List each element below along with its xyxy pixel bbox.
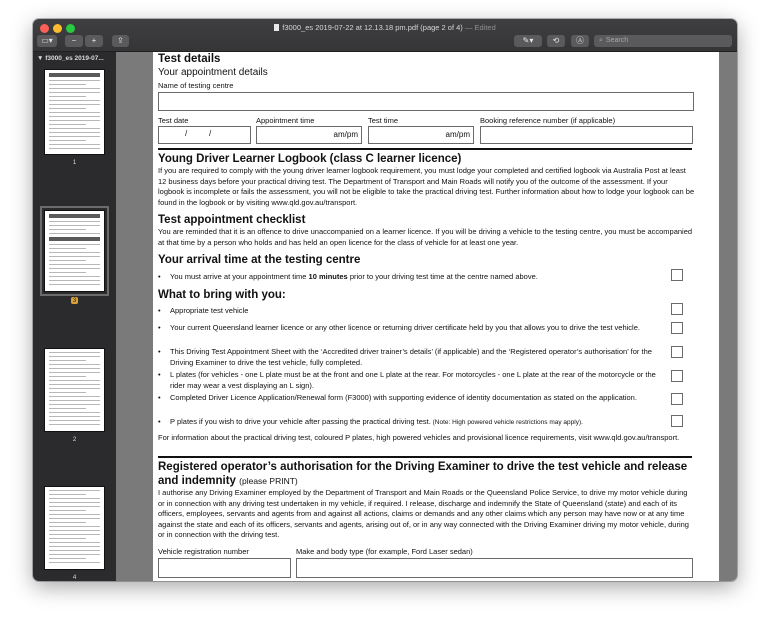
page-thumbnail-selected[interactable] [44, 210, 105, 292]
testing-centre-input[interactable] [158, 92, 694, 111]
markup-pen-button[interactable]: ✎▾ [514, 35, 542, 47]
page-thumbnail[interactable] [44, 348, 105, 432]
bring-list-item: • Completed Driver Licence Application/Renewal form (F3000) with supporting evidence of identity documentation as stated on the application. [158, 393, 637, 402]
booking-ref-label: Booking reference number (if applicable) [480, 116, 616, 125]
zoom-out-button[interactable]: − [65, 35, 83, 47]
info-paragraph: For information about the practical driving test, coloured P plates, high powered vehicles and provisional licence requirements, visit www.qld.gov.au/transport. [158, 433, 680, 442]
bring-list-item: • Appropriate test vehicle [158, 306, 249, 315]
pdf-document-icon [274, 24, 279, 31]
sidebar-document-heading[interactable]: ▼ f3000_es 2019-07... [37, 55, 104, 62]
vehicle-registration-input[interactable] [158, 558, 291, 578]
test-time-label: Test time [368, 116, 399, 125]
bring-list-item: • Your current Queensland learner licence or any other licence or returning driver certificate held by you that allows you to drive the test vehicle. [158, 323, 640, 332]
section-title-test-details: Test details [158, 53, 221, 65]
bring-list-item: • P plates if you wish to drive your vehicle after passing the practical driving test. (Note: High powered vehicle restrictions may apply). [158, 417, 583, 426]
bring-list-item: • This Driving Test Appointment Sheet with the ‘Accredited driver trainer’s details’ (if applicable) and the ‘Registered operator’s authorisation’ for the Driving Examiner to drive the test vehicle, fully completed. [158, 347, 652, 367]
title-bar [33, 19, 737, 52]
test-date-label: Test date [158, 116, 189, 125]
thumbnail-sidebar [33, 52, 116, 581]
arrival-checkbox[interactable] [671, 269, 683, 281]
page-number-label: 2 [72, 436, 77, 443]
appointment-time-label: Appointment time [256, 116, 315, 125]
page-thumbnail[interactable] [44, 486, 105, 570]
bring-list-item: • L plates (for vehicles - one L plate must be at the front and one L plate at the rear. For motorcycles - one L plate at the rear of the motorcycle or the rider may wear a vest displaying an L sign). [158, 370, 656, 390]
logbook-paragraph: If you are required to comply with the young driver learner logbook requirement, you must lodge your completed and certified logbook via Australia Post at least 12 business days before your practical driving test. The Department of Transport and Main Roads will notify you of the outcome of the assessment. If your logbook is incomplete or fails the assessment, you will not be eligible to take the practical driving test. Further information about how to lodge your logbook can be found in the logbook or by visiting www.qld.gov.au/transport. [158, 166, 695, 207]
rego-label: Vehicle registration number [158, 547, 249, 556]
bring-item-checkbox[interactable] [671, 370, 683, 382]
section-divider [158, 148, 692, 150]
section-title-arrival: Your arrival time at the testing centre [158, 254, 361, 266]
checklist-paragraph: You are reminded that it is an offence to drive unaccompanied on a learner licence. If you will be driving a vehicle to the testing centre, you must be accompanied at that time by a person who holds and has held an open licence for the class of vehicle for at least one year. [158, 227, 693, 247]
annotate-button[interactable]: Ⓐ [571, 35, 589, 47]
rotate-button[interactable]: ⟲ [547, 35, 565, 47]
page-number-label: 4 [72, 574, 77, 581]
share-button[interactable]: ⇪ [112, 35, 129, 47]
bring-item-checkbox[interactable] [671, 346, 683, 358]
p-plates-checkbox[interactable] [671, 415, 683, 427]
page-number-label: 1 [72, 159, 77, 166]
section-divider [158, 456, 692, 458]
section-title-checklist: Test appointment checklist [158, 214, 306, 226]
test-time-input[interactable]: am/pm [368, 126, 474, 144]
zoom-in-button[interactable]: + [85, 35, 103, 47]
page-thumbnail[interactable] [44, 69, 105, 155]
window-title: f3000_es 2019-07-22 at 12.13.18 pm.pdf (page 2 of 4) — Edited [33, 23, 737, 32]
arrival-item: • You must arrive at your appointment time 10 minutes prior to your driving test time at the centre named above. [158, 272, 538, 281]
operator-paragraph: I authorise any Driving Examiner employed by the Department of Transport and Main Roads or the Queensland Police Service, to drive my motor vehicle during or in connection with any driving test undertaken in my vehicle, if required. I release, discharge and indemnify the State of Queensland (state) and each of its officers, employees, servants and agents from and against all actions, claims or demands and any other claims which any person may have now or at any time against the state and each of its officers, servants and agents, arising out of, or in any way connected with the Driving Examiner driving my motor vehicle, during or in connection with the driving test. [158, 488, 689, 540]
bring-item-checkbox[interactable] [671, 322, 683, 334]
search-field[interactable]: ⌕ Search [594, 35, 732, 47]
make-label: Make and body type (for example, Ford Laser sedan) [296, 547, 473, 556]
booking-reference-input[interactable] [480, 126, 693, 144]
make-body-type-input[interactable] [296, 558, 693, 578]
test-date-input[interactable]: / / [158, 126, 251, 144]
section-title-logbook: Young Driver Learner Logbook (class C learner licence) [158, 153, 462, 165]
search-icon: ⌕ [599, 37, 603, 44]
section-title-operator: Registered operator’s authorisation for the Driving Examiner to drive the test vehicle and release and indemnity (please PRINT) [158, 461, 688, 487]
pdf-page [153, 52, 719, 581]
appointment-subtitle: Your appointment details [158, 67, 268, 78]
sidebar-toggle-button[interactable]: ▭▾ [37, 35, 57, 47]
bring-item-checkbox[interactable] [671, 303, 683, 315]
document-viewer[interactable] [116, 52, 737, 581]
page-number-label-selected: 3 [72, 297, 77, 304]
section-title-bring: What to bring with you: [158, 289, 286, 301]
bring-item-checkbox[interactable] [671, 393, 683, 405]
appointment-time-input[interactable]: am/pm [256, 126, 362, 144]
preview-window [33, 19, 737, 581]
centre-label: Name of testing centre [158, 81, 234, 90]
